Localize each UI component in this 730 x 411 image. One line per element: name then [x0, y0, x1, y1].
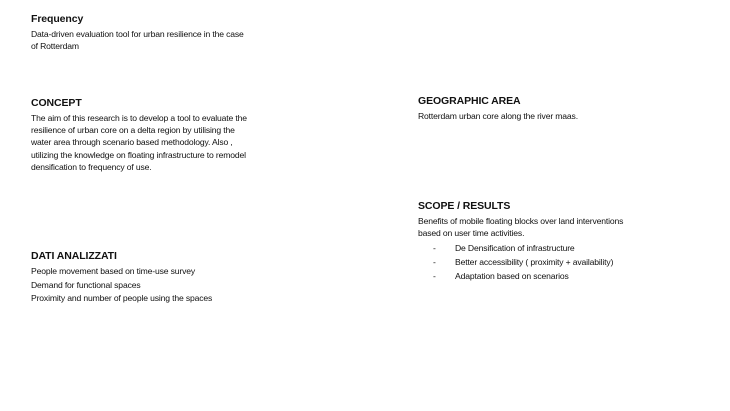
concept-text: [31, 112, 291, 173]
text-line: of Rotterdam: [31, 41, 79, 52]
list-item-text: De Densification of infrastructure: [455, 243, 575, 254]
list-item: [418, 241, 708, 255]
dati-analizzati-heading: DATI ANALIZZATI: [31, 250, 117, 262]
text-line: The aim of this research is to develop a tool to evaluate the: [31, 113, 247, 123]
frequency-section: [31, 13, 291, 52]
text-line: based on user time activities.: [418, 228, 525, 239]
data-item: Demand for functional spaces: [31, 279, 141, 290]
scope-results-text: [418, 215, 708, 239]
geographic-area-section: [418, 95, 698, 122]
list-item-text: Adaptation based on scenarios: [455, 271, 569, 282]
scope-results-section: [418, 200, 708, 283]
text-line: water area through scenario based methodology. Also ,: [31, 137, 233, 148]
concept-section: [31, 97, 291, 173]
results-list: [418, 241, 708, 283]
list-item-text: Better accessibility ( proximity + availability): [455, 257, 614, 268]
text-line: resilience of urban core on a delta region by utilising the: [31, 125, 235, 136]
text-line: Benefits of mobile floating blocks over land interventions: [418, 216, 624, 226]
data-item: Proximity and number of people using the spaces: [31, 293, 213, 303]
bullet-dash: -: [433, 257, 436, 268]
dati-analizzati-section: [31, 250, 291, 306]
frequency-heading: Frequency: [31, 13, 84, 25]
text-line: Data-driven evaluation tool for urban resilience in the case: [31, 29, 244, 39]
text-line: utilizing the knowledge on floating infrastructure to remodel: [31, 149, 246, 160]
concept-heading: CONCEPT: [31, 97, 82, 109]
text-line: densification to frequency of use.: [31, 161, 152, 172]
geographic-area-text: [418, 110, 698, 122]
geographic-area-heading: GEOGRAPHIC AREA: [418, 95, 521, 107]
list-item: [418, 255, 708, 269]
dati-analizzati-text: [31, 265, 291, 306]
data-item: People movement based on time-use survey: [31, 266, 196, 276]
scope-results-heading: SCOPE / RESULTS: [418, 200, 511, 212]
text-line: Rotterdam urban core along the river maas.: [418, 111, 578, 121]
bullet-dash: -: [433, 243, 436, 254]
list-item: [418, 269, 708, 283]
bullet-dash: -: [433, 271, 436, 282]
frequency-text: [31, 28, 291, 52]
